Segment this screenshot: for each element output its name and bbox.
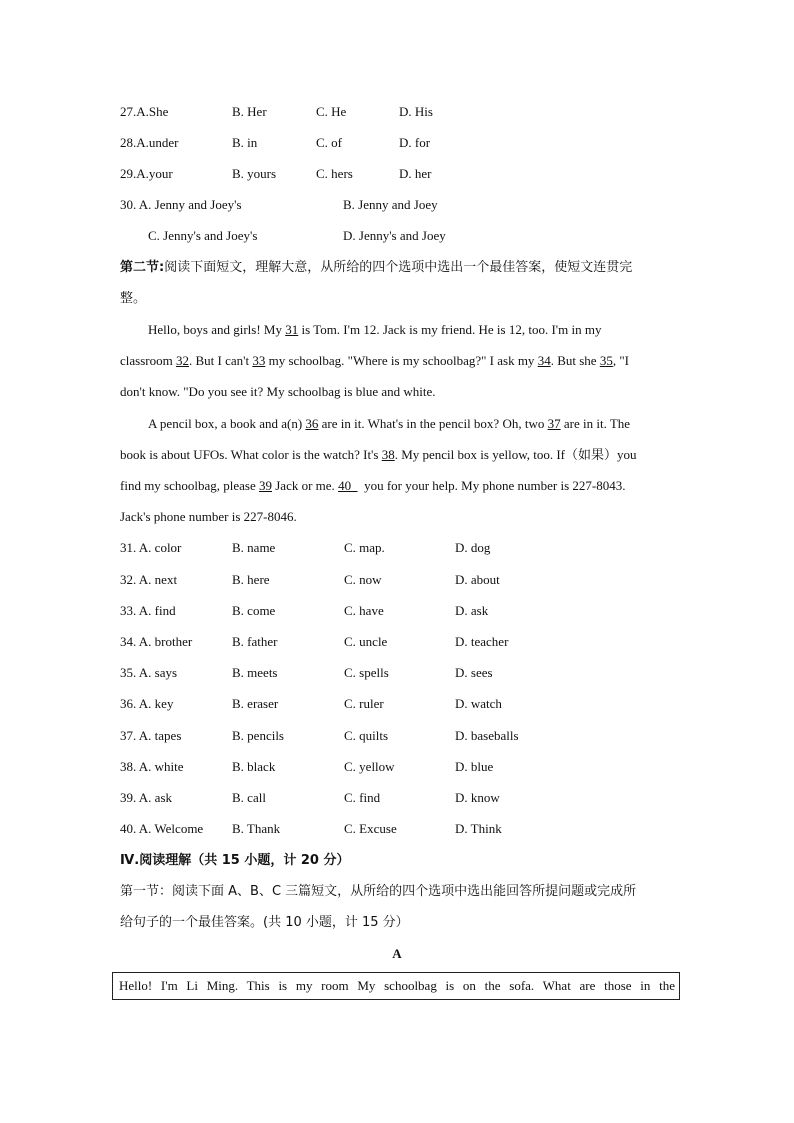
question-row bbox=[0, 663, 794, 683]
option-d: D. His bbox=[399, 104, 433, 119]
option-a: 33. A. find bbox=[120, 603, 176, 618]
section-2-instructions-text: 阅读下面短文，理解大意，从所给的四个选项中选出一个最佳答案，使短文连贯完 bbox=[164, 260, 633, 275]
option-a: 37. A. tapes bbox=[120, 728, 182, 743]
option-b: B. black bbox=[232, 759, 276, 774]
blank-39: 39 bbox=[259, 478, 272, 493]
passage-line bbox=[120, 445, 676, 465]
option-b: B. Jenny and Joey bbox=[343, 197, 438, 212]
passage-text: are in it. The bbox=[560, 416, 631, 431]
option-c: C. map. bbox=[344, 540, 385, 555]
passage-text: A pencil box, a book and a(n) bbox=[148, 416, 306, 431]
blank-38: 38 bbox=[381, 447, 395, 462]
question-row bbox=[0, 133, 794, 153]
option-a: 36. A. key bbox=[120, 696, 174, 711]
passage-line bbox=[120, 476, 676, 496]
option-a: 30. A. Jenny and Joey's bbox=[120, 197, 242, 212]
option-c: C. quilts bbox=[344, 728, 389, 743]
option-d: D. watch bbox=[455, 696, 502, 711]
question-row bbox=[0, 632, 794, 652]
blank-32: 32 bbox=[175, 353, 189, 368]
section-4-instructions-line2: 给句子的一个最佳答案。(共 10 小题，计 15 分） bbox=[120, 915, 409, 930]
section-2-instructions bbox=[120, 258, 676, 278]
passage-text: you for your help. My phone number is 227-8043. bbox=[357, 478, 626, 493]
passage-line bbox=[120, 351, 676, 371]
question-30-row-2 bbox=[0, 226, 794, 246]
blank-34: 34 bbox=[537, 353, 551, 368]
blank-37: 37 bbox=[547, 416, 561, 431]
section-4-instructions: 第一节：阅读下面 A、B、C 三篇短文，从所给的四个选项中选出能回答所提问题或完成所 bbox=[120, 884, 637, 899]
option-a: 31. A. color bbox=[120, 540, 182, 555]
option-a: 40. A. Welcome bbox=[120, 821, 204, 836]
option-d: D. her bbox=[399, 166, 432, 181]
question-row bbox=[0, 570, 794, 590]
option-c: C. He bbox=[316, 104, 347, 119]
option-c: C. Excuse bbox=[344, 821, 397, 836]
option-b: B. name bbox=[232, 540, 276, 555]
blank-33: 33 bbox=[252, 353, 266, 368]
passage-a-label: A bbox=[392, 946, 402, 961]
option-c: C. find bbox=[344, 790, 381, 805]
passage-line bbox=[148, 414, 676, 434]
passage-line: Jack's phone number is 227-8046. bbox=[120, 509, 297, 524]
passage-text: , "I bbox=[612, 353, 629, 368]
option-b: B. yours bbox=[232, 166, 277, 181]
option-b: B. in bbox=[232, 135, 258, 150]
question-row bbox=[0, 601, 794, 621]
option-b: B. eraser bbox=[232, 696, 279, 711]
option-a: 32. A. next bbox=[120, 572, 178, 587]
passage-line bbox=[148, 320, 676, 340]
option-d: D. for bbox=[399, 135, 431, 150]
question-row bbox=[0, 726, 794, 746]
option-d: D. baseballs bbox=[455, 728, 519, 743]
option-b: B. father bbox=[232, 634, 278, 649]
section-2-instructions-line2: 整。 bbox=[120, 291, 147, 306]
option-c: C. of bbox=[316, 135, 342, 150]
option-b: B. here bbox=[232, 572, 270, 587]
passage-text: . But I can't bbox=[188, 353, 253, 368]
question-row bbox=[0, 164, 794, 184]
option-c: C. have bbox=[344, 603, 384, 618]
passage-a-text: Hello! I'm Li Ming. This is my room My schoolbag is on the sofa. What are those in the bbox=[119, 978, 675, 993]
option-a: 34. A. brother bbox=[120, 634, 193, 649]
option-c: C. uncle bbox=[344, 634, 388, 649]
option-c: C. spells bbox=[344, 665, 389, 680]
option-d: D. Think bbox=[455, 821, 502, 836]
option-a: 39. A. ask bbox=[120, 790, 172, 805]
question-row bbox=[0, 102, 794, 122]
passage-text: is Tom. I'm 12. Jack is my friend. He is 12, too. I'm in my bbox=[298, 322, 602, 337]
option-b: B. pencils bbox=[232, 728, 284, 743]
option-a: 38. A. white bbox=[120, 759, 184, 774]
blank-35: 35 bbox=[599, 353, 613, 368]
option-d: D. know bbox=[455, 790, 500, 805]
question-row bbox=[0, 694, 794, 714]
option-a: 28.A.under bbox=[120, 135, 179, 150]
option-d: D. blue bbox=[455, 759, 494, 774]
option-d: D. dog bbox=[455, 540, 491, 555]
blank-36: 36 bbox=[305, 416, 319, 431]
option-b: B. call bbox=[232, 790, 266, 805]
question-30-row-1 bbox=[0, 195, 794, 215]
option-a: 27.A.She bbox=[120, 104, 169, 119]
option-d: D. sees bbox=[455, 665, 493, 680]
passage-a-box bbox=[112, 972, 680, 1000]
passage-text: Jack or me. bbox=[272, 478, 339, 493]
option-a: 35. A. says bbox=[120, 665, 178, 680]
section-4-heading: Ⅳ.阅读理解（共 15 小题，计 20 分） bbox=[120, 853, 350, 868]
option-b: B. Thank bbox=[232, 821, 281, 836]
option-d: D. about bbox=[455, 572, 500, 587]
option-d: D. ask bbox=[455, 603, 489, 618]
question-row bbox=[0, 757, 794, 777]
option-c: C. Jenny's and Joey's bbox=[148, 228, 258, 243]
option-b: B. meets bbox=[232, 665, 278, 680]
passage-text: classroom bbox=[120, 353, 176, 368]
blank-40: 40 bbox=[338, 478, 358, 493]
option-a: 29.A.your bbox=[120, 166, 173, 181]
option-c: C. now bbox=[344, 572, 382, 587]
option-d: D. teacher bbox=[455, 634, 509, 649]
option-d: D. Jenny's and Joey bbox=[343, 228, 446, 243]
passage-line: don't know. "Do you see it? My schoolbag is blue and white. bbox=[120, 384, 436, 399]
question-row bbox=[0, 788, 794, 808]
passage-text: . But she bbox=[550, 353, 600, 368]
passage-text: Hello, boys and girls! My bbox=[148, 322, 286, 337]
passage-text: my schoolbag. "Where is my schoolbag?" I ask my bbox=[265, 353, 538, 368]
passage-text: . My pencil box is yellow, too. If（如果）you bbox=[394, 447, 637, 462]
section-2-label: 第二节: bbox=[120, 260, 165, 275]
question-row bbox=[0, 819, 794, 839]
option-c: C. hers bbox=[316, 166, 353, 181]
option-c: C. yellow bbox=[344, 759, 395, 774]
question-row bbox=[0, 538, 794, 558]
option-b: B. Her bbox=[232, 104, 267, 119]
passage-text: are in it. What's in the pencil box? Oh, two bbox=[318, 416, 548, 431]
option-c: C. ruler bbox=[344, 696, 384, 711]
passage-text: book is about UFOs. What color is the watch? It's bbox=[120, 447, 382, 462]
blank-31: 31 bbox=[285, 322, 299, 337]
passage-text: find my schoolbag, please bbox=[120, 478, 259, 493]
option-b: B. come bbox=[232, 603, 276, 618]
